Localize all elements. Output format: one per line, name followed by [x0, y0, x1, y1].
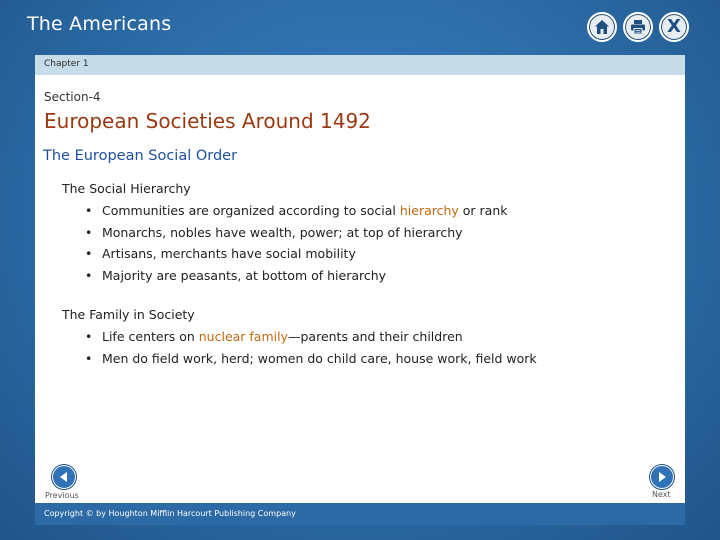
bullet-text: Artisans, merchants have social mobility	[102, 246, 356, 261]
list-item	[85, 265, 508, 287]
list-item	[85, 222, 508, 244]
bullet-text: —parents and their children	[287, 329, 463, 344]
group-title-family-in-society: The Family in Society	[62, 307, 195, 322]
chapter-label: Chapter 1	[44, 59, 89, 69]
slide-title: European Societies Around 1492	[44, 109, 371, 133]
bullet-list-social-hierarchy	[85, 200, 508, 286]
list-item	[85, 243, 508, 265]
section-label: Section-4	[44, 90, 101, 104]
list-item	[85, 348, 537, 370]
arrow-right-icon	[656, 471, 668, 483]
group-title-social-hierarchy: The Social Hierarchy	[62, 181, 191, 196]
bullet-text: or rank	[458, 203, 508, 218]
top-toolbar	[587, 12, 689, 42]
previous-label[interactable]: Previous	[45, 491, 79, 500]
next-label[interactable]: Next	[652, 490, 671, 499]
close-button[interactable]	[659, 12, 689, 42]
app-title: The Americans	[27, 13, 172, 35]
slide-content	[35, 75, 685, 503]
arrow-left-icon	[58, 471, 70, 483]
copyright-text: Copyright © by Houghton Mifflin Harcourt Publishing Company	[44, 509, 296, 518]
key-term: hierarchy	[399, 203, 459, 218]
home-icon	[593, 18, 611, 36]
bullet-text: Men do field work, herd; women do child care, house work, field work	[102, 350, 537, 366]
bullet-text: Majority are peasants, at bottom of hierarchy	[102, 267, 387, 283]
bullet-text: Life centers on	[102, 329, 199, 344]
print-icon	[629, 18, 647, 36]
bullet-text: Monarchs, nobles have wealth, power; at top of hierarchy	[102, 224, 463, 240]
print-button[interactable]	[623, 12, 653, 42]
next-button[interactable]	[650, 465, 674, 489]
previous-button[interactable]	[52, 465, 76, 489]
list-item	[85, 200, 508, 222]
footer-bar	[35, 503, 685, 525]
key-term: nuclear family	[198, 329, 288, 344]
slide-subheading: The European Social Order	[43, 148, 238, 164]
chapter-bar	[35, 55, 685, 76]
list-item	[85, 326, 537, 348]
close-icon: X	[667, 16, 681, 37]
bullet-list-family-in-society	[85, 326, 537, 369]
bullet-text: Communities are organized according to social	[102, 203, 400, 218]
home-button[interactable]	[587, 12, 617, 42]
